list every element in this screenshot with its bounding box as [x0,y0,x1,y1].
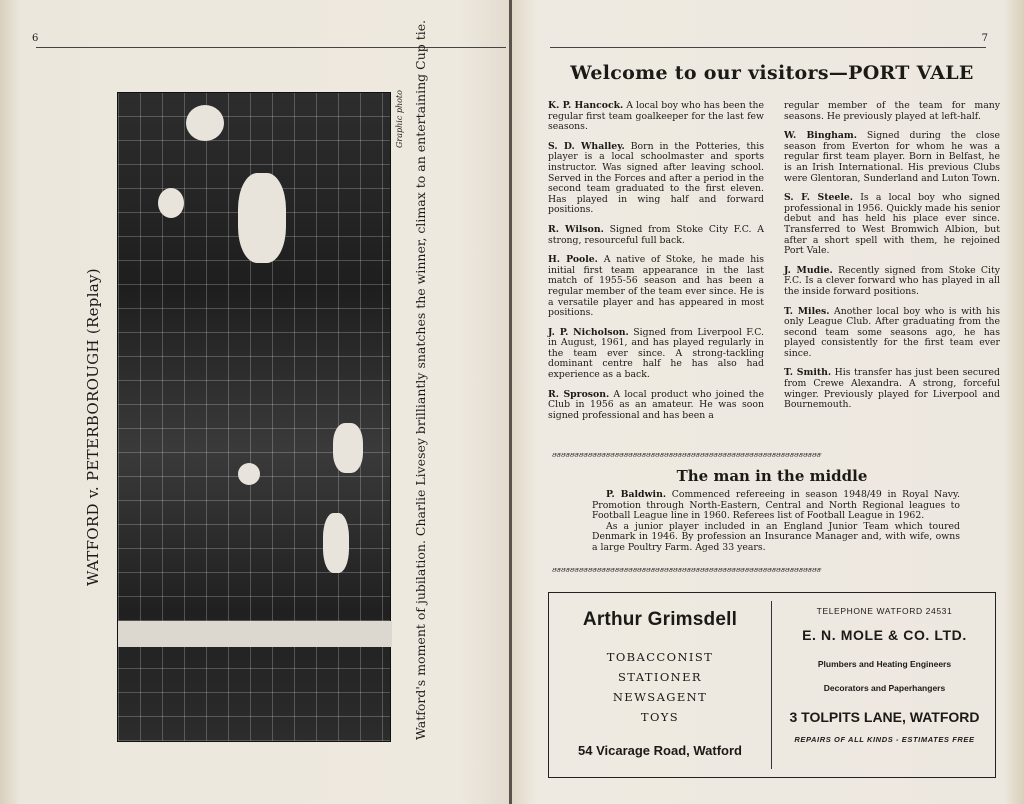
player-name: T. Smith. [784,367,832,379]
player-entry [784,131,1000,184]
player-bio: Signed during the close season from Everton for whom he was a regular first team player. Born in Belfast, he is an Irish International. His previous Clubs were Glentoran, Sunderland and Luton Town. [784,130,1000,184]
player-profiles [548,101,1000,436]
goal-post [118,621,392,647]
left-page [0,0,509,804]
player-name: R. Wilson. [548,223,604,235]
player-bio: Recently signed from Stoke City F.C. Is a clever forward who has played in all the inside forward positions. [784,264,1000,297]
referee-title: The man in the middle [676,467,868,485]
mole-service: Decorators and Paperhangers [823,683,946,693]
page-number-left: 6 [32,33,39,44]
profiles-column-left [548,101,764,430]
player-entry [784,101,1000,122]
player-entry [548,225,764,246]
match-heading: WATFORD v. PETERBOROUGH (Replay) [84,268,102,586]
photo-caption: Watford's moment of jubilation. Charlie Livesey brilliantly snatches the winner, climax to an entertaining Cup tie. [413,19,428,740]
match-photo [117,92,391,742]
photo-credit: Graphic photo [395,90,404,148]
profiles-column-right [784,101,1000,420]
player-name: T. Miles. [784,305,830,317]
player-name: K. P. Hancock. [548,100,624,111]
trade-item: STATIONER [618,670,702,684]
player-name: H. Poole. [548,254,598,266]
player-entry [548,390,764,422]
player-figure [333,423,363,473]
advertisement-box [548,592,996,778]
player-bio: A local product who joined the Club in 1956 as an amateur. He was soon signed professional and has been a [548,388,764,421]
mole-advert [772,593,997,744]
player-bio: regular member of the team for many seasons. He previously played at left-half. [784,100,1000,122]
mole-note: REPAIRS OF ALL KINDS - ESTIMATES FREE [794,735,975,744]
ornament-divider: சசசசசசசசசசசசசசசசசசசசசசசசசசசசசசசசசசசசசசசசசசசசசசசசசசசசசசசசசசசச [552,451,822,459]
grimsdell-name: Arthur Grimsdell [582,609,738,630]
player-name: S. F. Steele. [784,192,854,204]
referee-bio: Commenced refereeing in season 1948/49 in Royal Navy. Promotion through North-Eastern, Central and North Regional leagues to Football League line in 1960. Referees list of Football League in 1962. [592,489,960,522]
trade-item: TOBACCONIST [606,650,714,664]
player-figure [158,188,184,218]
player-bio: Another local boy who is with his only League Club. After graduating from the second team some seasons ago, he has played consistently for the first team ever since. [784,305,1000,359]
trade-item: NEWSAGENT [612,690,708,704]
player-figure [323,513,349,573]
player-entry [548,101,764,133]
referee-text [592,490,960,554]
player-bio: Signed from Stoke City F.C. A strong, resourceful full back. [548,223,764,246]
player-entry [784,193,1000,257]
grimsdell-advert [549,593,771,758]
grimsdell-address: 54 Vicarage Road, Watford [578,743,742,758]
player-name: S. D. Whalley. [548,140,625,152]
mole-address: 3 TOLPITS LANE, WATFORD [789,709,980,725]
ornament-divider: சசசசசசசசசசசசசசசசசசசசசசசசசசசசசசசசசசசசசசசசசசசசசசசசசசசசசசசசசசசச [552,566,822,574]
mole-telephone: TELEPHONE WATFORD 24531 [816,606,953,616]
player-figure [238,173,286,263]
player-name: R. Sproson. [548,388,610,400]
player-bio: A local boy who has been the regular first team goalkeeper for the last few seasons. [548,100,765,133]
player-entry [784,266,1000,298]
player-name: W. Bingham. [784,130,857,142]
mole-service: Plumbers and Heating Engineers [817,659,952,669]
player-name: J. P. Nicholson. [548,326,629,338]
player-bio: Signed from Liverpool F.C. in August, 1961, and has played regularly in the team ever since. A strong-tackling dominant centre half he has also had experience as a back. [548,326,764,381]
ball [186,105,224,141]
visitors-title: Welcome to our visitors—PORT VALE [570,62,974,84]
referee-bio-2: As a junior player included in an England Junior Team which toured Denmark in 1946. By profession an Insurance Manager and, with wife, owns a large Poultry Farm. Aged 33 years. [592,520,960,553]
player-entry [548,328,764,381]
mole-name: E. N. MOLE & CO. LTD. [802,627,967,643]
player-name: J. Mudie. [784,264,833,276]
player-entry [548,255,764,319]
player-bio: Born in the Potteries, this player is a local schoolmaster and sports instructor. Was signed after leaving school. Served in the Forces and after a period in the second team graduated to the first eleven. Has played in wing half and forward positions. [548,140,765,216]
player-bio: Is a local boy who signed professional in 1956. Quickly made his senior debut and has held his place ever since. Transferred to West Bromwich Albion, but after a short spell with them, he rejoined Port Vale. [784,192,1000,257]
referee-name: P. Baldwin. [606,489,667,500]
header-rule-left [36,47,506,48]
player-figure [238,463,260,485]
header-rule-right [550,47,986,48]
right-page [512,0,1024,804]
player-entry [784,368,1000,410]
player-entry [548,142,764,216]
player-bio: His transfer has just been secured from Crewe Alexandra. A strong, forceful winger. Previously played for Liverpool and Bournemouth. [784,367,1000,411]
page-number-right: 7 [981,33,988,44]
player-bio: A native of Stoke, he made his initial first team appearance in the last match of 1955-56 season and has been a regular member of the team ever since. He is a versatile player and has appeared in most positions. [548,254,764,319]
trade-item: TOYS [640,710,680,724]
player-entry [784,307,1000,360]
